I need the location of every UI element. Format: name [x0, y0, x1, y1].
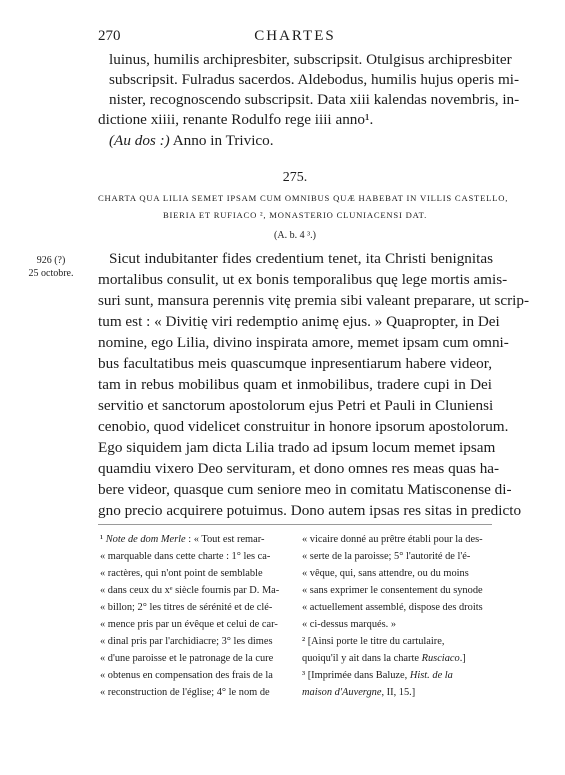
footnote-line: « serte de la paroisse; 5° l'autorité de l'é-: [302, 551, 471, 562]
text-line: bus facultatibus meis quascumque inpresentiarum habere videor,: [98, 355, 492, 372]
footnote-line: « vicaire donné au prêtre établi pour la des-: [302, 534, 483, 545]
footnote-line: [302, 684, 492, 701]
footnote-line: « ci-dessus marqués. »: [302, 619, 397, 630]
footnote-line: [100, 531, 288, 548]
footnote-line: « d'une paroisse et le patronage de la cure: [100, 653, 274, 664]
text-line: nister, recognoscendo subscripsit. Data xiii kalendas novembris, in-: [109, 91, 520, 108]
charter-rubric-line: CHARTA QUA LILIA SEMET IPSAM CUM OMNIBUS QUÆ HABEBAT IN VILLIS CASTELLO,: [98, 193, 509, 203]
footnote-line: « sans exprimer le consentement du synode: [302, 585, 483, 596]
margin-date-day: 25 octobre.: [28, 268, 74, 279]
footnote-line: « vêque, qui, sans attendre, ou du moins: [302, 568, 469, 579]
text-line: servitio et sanctorum apostolorum ejus Petri et Pauli in Cluniensi: [98, 397, 494, 414]
margin-date-year: 926 (?): [36, 255, 66, 266]
charter-number: 275.: [282, 170, 308, 185]
footnote-line: « billon; 2° les titres de sérénité et de clé-: [100, 602, 273, 613]
footnote-line: « actuellement assemblé, dispose des droits: [302, 602, 483, 613]
margin-date: [20, 254, 82, 280]
running-title: CHARTES: [254, 28, 336, 44]
text-line: nomine, ego Lilia, divino inspirata amore, memet ipsam cum omni-: [98, 334, 509, 351]
footnote-text: ¹: [100, 534, 106, 545]
footnote-line: [302, 650, 492, 667]
footnote-line: « dans ceux du xᵉ siècle fournis par D. Ma-: [100, 585, 280, 596]
footnote-italic: Rusciaco: [421, 653, 460, 664]
page-number: 270: [98, 28, 121, 44]
page-header: [98, 28, 492, 50]
archive-reference: (A. b. 4 ³.): [274, 230, 316, 241]
footnote-text: ³ [Imprimée dans Baluze,: [302, 670, 410, 681]
au-dos-text: Anno in Trivico.: [169, 132, 274, 149]
footnote-italic: Note de dom Merle: [105, 534, 186, 545]
text-line: tam in rebus mobilibus quam et inmobilibus, tradere cupi in Dei: [98, 376, 492, 393]
footnote-text: quoiqu'il y ait dans la charte: [302, 653, 422, 664]
footnote-line: « marquable dans cette charte : 1° les ca-: [100, 551, 271, 562]
text-line: suri sunt, mansura perennis vitę premia sibi valeant preparare, ut scrip-: [98, 292, 530, 309]
text-line: luinus, humilis archipresbiter, subscripsit. Otulgisus archipresbiter: [109, 51, 512, 68]
footnote-line: « mence pris par un évêque et celui de car-: [100, 619, 278, 630]
text-line: subscripsit. Fulradus sacerdos. Aldebodus, humilis hujus operis mi-: [109, 71, 520, 88]
text-line: quamdiu vixero Deo servituram, et dono omnes res meas quas ha-: [98, 460, 500, 477]
text-line: gno precio acquirere potuimus. Dono autem ipsas res sitas in predicto: [98, 502, 522, 519]
footnote-divider: [98, 524, 492, 525]
footnote-italic: Hist. de la: [409, 670, 453, 681]
footnote-line: « reconstruction de l'église; 4° le nom de: [100, 687, 270, 698]
footnote-text: .]: [459, 653, 466, 664]
text-line: cenobio, quod videlicet construitur in honore ipsorum apostolorum.: [98, 418, 509, 435]
footnote-text: : « Tout est remar-: [185, 534, 265, 545]
text-line: dictione xiiii, renante Rodulfo rege iiii anno¹.: [98, 111, 374, 128]
footnote-line: ² [Ainsi porte le titre du cartulaire,: [302, 636, 445, 647]
footnote-text: , II, 15.]: [381, 687, 416, 698]
au-dos-note: [109, 131, 493, 151]
footnote-line: « dinal pris par l'archidiacre; 3° les dimes: [100, 636, 273, 647]
text-line: mortalibus consulit, ut ex bonis temporalibus quę lege mortis amis-: [98, 271, 508, 288]
au-dos-label: (Au dos :): [109, 132, 170, 149]
footnote-line: « obtenus en compensation des frais de la: [100, 670, 273, 681]
charter-rubric-line: BIERIA ET RUFIACO ², MONASTERIO CLUNIACENSI DAT.: [162, 210, 428, 220]
text-line: tum est : « Divitię viri redemptio animę ejus. » Quapropter, in Dei: [98, 313, 500, 330]
footnote-line: [302, 667, 492, 684]
text-line: bere videor, quasque cum seniore meo in comitatu Matisconense di-: [98, 481, 512, 498]
footnote-italic: maison d'Auvergne: [302, 687, 382, 698]
text-line: Sicut indubitanter fides credentium tenet, ita Christi benignitas: [109, 250, 493, 267]
text-line: Ego siquidem jam dicta Lilia trado ad ipsum locum memet ipsam: [98, 439, 496, 456]
footnote-line: « ractères, qui n'ont point de semblable: [100, 568, 263, 579]
